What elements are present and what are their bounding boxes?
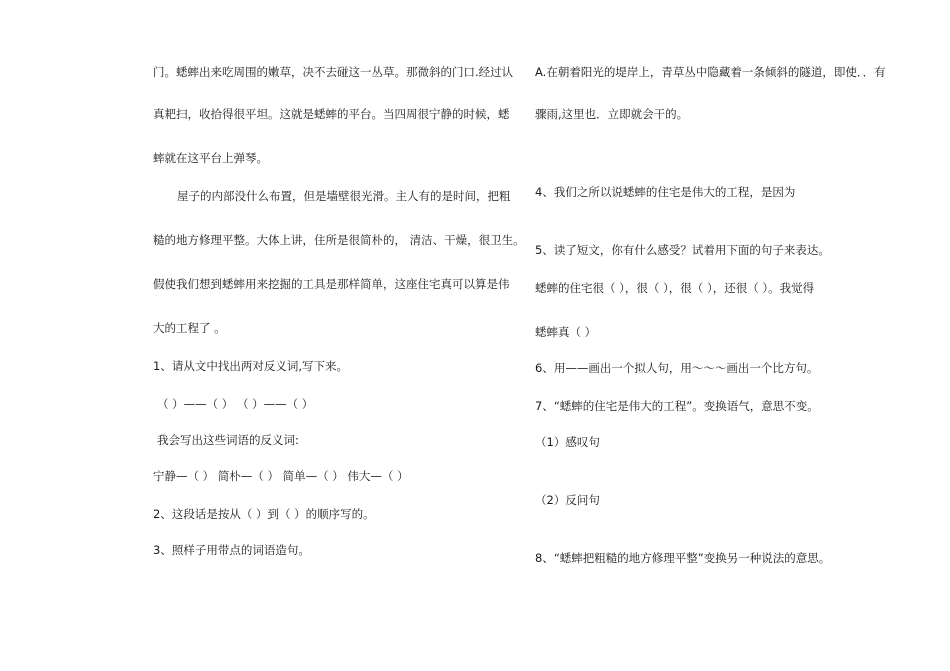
question-7: 7、“蟋蟀的住宅是伟大的工程”。变换语气，意思不变。 [535,399,819,413]
example-sentence-line-1: A.在朝着阳光的堤岸上，青草丛中隐藏着一条倾斜的隧道，即使．．有 [535,65,886,79]
passage-line-5: 糙的地方修理平整。大体上讲，住所是很简朴的， 清洁、干燥，很卫生。 [153,233,525,247]
question-8: 8、“蟋蟀把粗糙的地方修理平整”变换另一种说法的意思。 [535,551,831,565]
question-1-antonyms: 宁静—（ ） 简朴—（ ） 简单—（ ） 伟大—（ ） [153,469,409,483]
question-5-line-2: 蟋蟀真（ ） [535,325,597,339]
passage-line-1: 门。蟋蟀出来吃周围的嫩草，决不去碰这一丛草。那微斜的门口.经过认 [153,65,514,79]
passage-line-7: 大的工程了 。 [153,321,226,335]
question-4: 4、我们之所以说蟋蟀的住宅是伟大的工程，是因为 [535,185,796,199]
passage-line-6: 假使我们想到蟋蟀用来挖掘的工具是那样简单，这座住宅真可以算是伟 [153,277,510,291]
question-1-blanks: （ ）——（ ） （ ）——（ ） [157,397,314,411]
example-sentence-line-2: 骤雨,这里也．立即就会干的。 [535,107,689,121]
passage-line-2: 真耙扫，收拾得很平坦。这就是蟋蟀的平台。当四周很宁静的时候，蟋 [153,107,510,121]
question-5: 5、读了短文，你有什么感受？试着用下面的句子来表达。 [535,243,830,257]
passage-line-3: 蟀就在这平台上弹琴。 [153,151,268,165]
passage-line-4: 屋子的内部没什么布置，但是墙壁很光滑。主人有的是时间，把粗 [177,189,511,203]
question-6: 6、用——画出一个拟人句，用～～～画出一个比方句。 [535,361,819,375]
question-1: 1、请从文中找出两对反义词,写下来。 [153,359,348,373]
question-2: 2、这段话是按从（ ）到（ ）的顺序写的。 [153,507,375,521]
question-5-line-1: 蟋蟀的住宅很（ ），很（ ），很（ ），还很（ ）。我觉得 [535,281,815,295]
question-7-rhetorical: （2）反问句 [535,493,600,507]
question-7-exclamatory: （1）感叹句 [535,435,600,449]
question-3: 3、照样子用带点的词语造句。 [153,543,310,557]
question-1-subtitle: 我会写出这些词语的反义词: [157,433,299,447]
